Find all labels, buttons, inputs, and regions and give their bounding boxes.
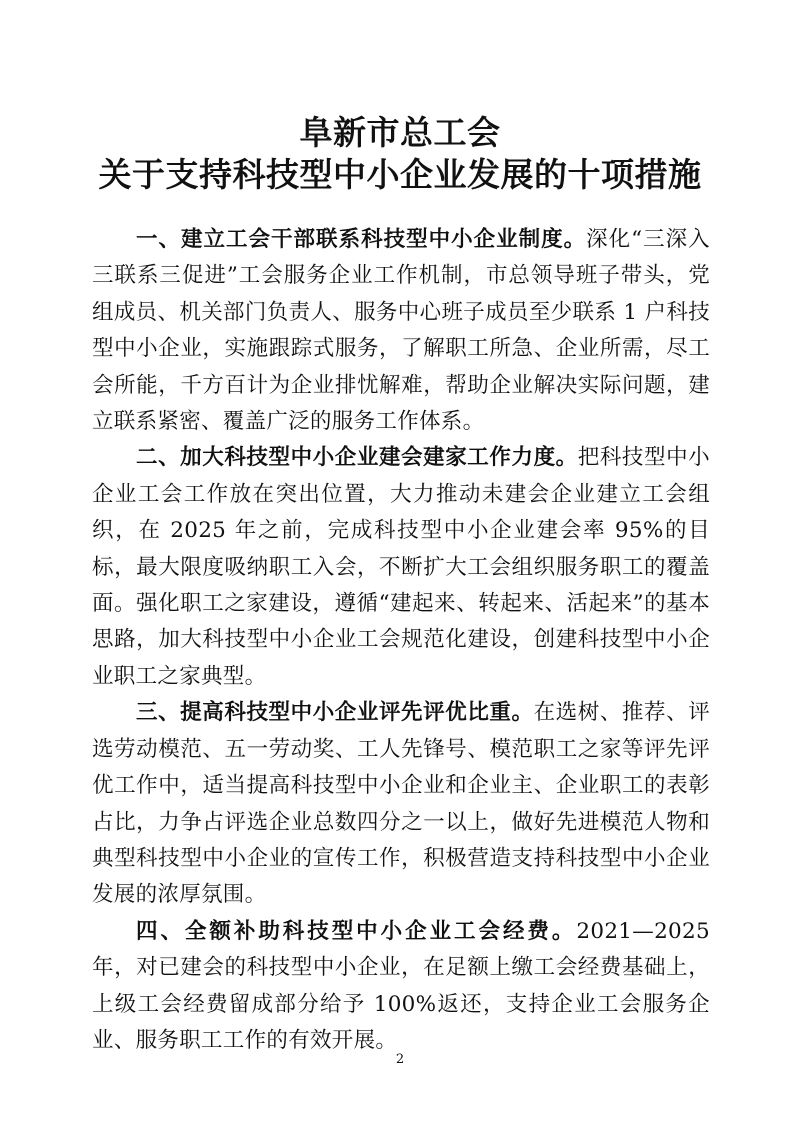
page-number: 2 [395,1052,405,1067]
paragraph-4 [92,914,710,1060]
paragraph-2-text: 把科技型中小企业工会工作放在突出位置，大力推动未建会企业建立工会组织，在 2025 年之前，完成科技型中小企业建会率 95%的目标，最大限度吸纳职工入会，不断扩大工会组织服务职工的覆盖面。强化职工之家建设，遵循“建起来、转起来、活起来”的基本思路，加大科技型中小企业工会规范化建设，创建科技型中小企业职工之家典型。 [92,445,710,689]
paragraph-1-heading: 一、建立工会干部联系科技型中小企业制度。 [136,227,587,252]
paragraph-4-text: 2021—2025 年，对已建会的科技型中小企业，在足额上缴工会经费基础上，上级工会经费留成部分给予 100%返还，支持企业工会服务企业、服务职工工作的有效开展。 [92,918,710,1053]
document-body [92,222,710,1059]
paragraph-3-text: 在选树、推荐、评选劳动模范、五一劳动奖、工人先锋号、模范职工之家等评先评优工作中，适当提高科技型中小企业和企业主、企业职工的表彰占比，力争占评选企业总数四分之一以上，做好先进模范人物和典型科技型中小企业的宣传工作，积极营造支持科技型中小企业发展的浓厚氛围。 [92,700,710,908]
title-line-2: 关于支持科技型中小企业发展的十项措施 [98,155,702,194]
paragraph-3-heading: 三、提高科技型中小企业评先评优比重。 [136,700,534,726]
paragraph-4-heading: 四、全额补助科技型中小企业工会经费。 [136,918,577,944]
paragraph-1-text: 深化“三深入三联系三促进”工会服务企业工作机制，市总领导班子带头，党组成员、机关部门负责人、服务中心班子成员至少联系 1 户科技型中小企业，实施跟踪式服务，了解职工所急、企业所需，尽工会所能，千方百计为企业排忧解难，帮助企业解决实际问题，建立联系紧密、覆盖广泛的服务工作体系。 [92,227,710,435]
title-line-1: 阜新市总工会 [299,113,501,152]
document-title [0,112,800,196]
paragraph-1 [92,222,710,440]
paragraph-2 [92,440,710,695]
paragraph-2-heading: 二、加大科技型中小企业建会建家工作力度。 [136,445,578,471]
paragraph-3 [92,695,710,913]
